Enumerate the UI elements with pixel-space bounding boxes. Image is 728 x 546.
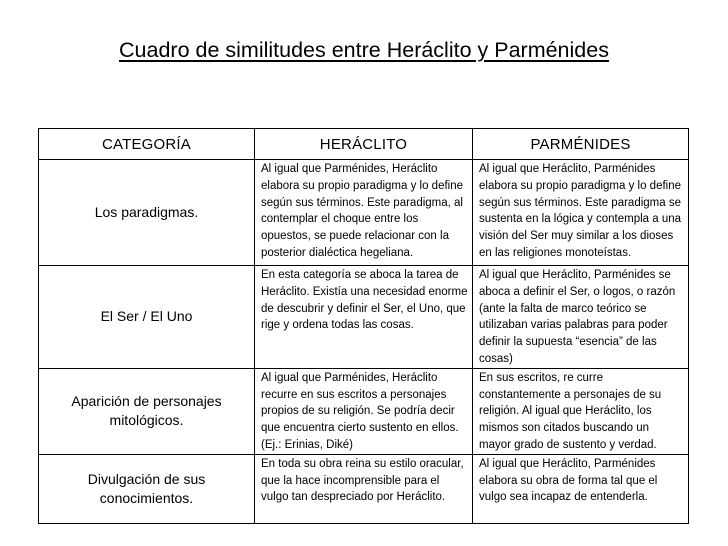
row-category-cell: Divulgación de sus conocimientos.	[39, 454, 255, 523]
row-category-cell: Aparición de personajes mitológicos.	[39, 368, 255, 454]
row-heraclito-cell: Al igual que Parménides, Heráclito elabora su propio paradigma y lo define según sus términos. Este paradigma, al contemplar el choque entre los opuestos, se puede relacionar con la posterior dialéctica hegeliana.	[255, 160, 473, 266]
row-parmenides-cell: En sus escritos, re curre constantemente a personajes de su religión. Al igual que Heráclito, los mismos son citados buscando un mayor grado de sustento y verdad.	[473, 368, 689, 454]
table-row	[39, 368, 689, 454]
header-parmenides: PARMÉNIDES	[473, 129, 689, 160]
row-parmenides-cell: Al igual que Heráclito, Parménides se aboca a definir el Ser, o logos, o razón (ante la falta de marco teórico se utilizaban varias palabras para poder definir la supuesta “esencia” de las cosas)	[473, 266, 689, 369]
table-row	[39, 454, 689, 523]
table-header-row	[39, 129, 689, 160]
page-title: Cuadro de similitudes entre Heráclito y Parménides	[119, 38, 609, 62]
row-heraclito-cell: En esta categoría se aboca la tarea de Heráclito. Existía una necesidad enorme de descubrir y definir el Ser, el Uno, que rige y ordena todas las cosas.	[255, 266, 473, 369]
header-heraclito: HERÁCLITO	[255, 129, 473, 160]
table-row	[39, 160, 689, 266]
header-category: CATEGORÍA	[39, 129, 255, 160]
comparison-table	[38, 128, 689, 524]
row-heraclito-cell: En toda su obra reina su estilo oracular, que la hace incomprensible para el vulgo tan despreciado por Heráclito.	[255, 454, 473, 523]
row-parmenides-cell: Al igual que Heráclito, Parménides elabora su propio paradigma y lo define según sus términos. Este paradigma se sustenta en la lógica y contempla a una visión del Ser muy similar a los dioses en las religiones monoteístas.	[473, 160, 689, 266]
table-row	[39, 266, 689, 369]
row-parmenides-cell: Al igual que Heráclito, Parménides elabora su obra de forma tal que el vulgo sea incapaz de entenderla.	[473, 454, 689, 523]
row-heraclito-cell: Al igual que Parménides, Heráclito recurre en sus escritos a personajes propios de su religión. Se podría decir que encuentra cierto sustento en ellos. (Ej.: Erinias, Diké)	[255, 368, 473, 454]
row-category-cell: Los paradigmas.	[39, 160, 255, 266]
row-category-cell: El Ser / El Uno	[39, 266, 255, 369]
